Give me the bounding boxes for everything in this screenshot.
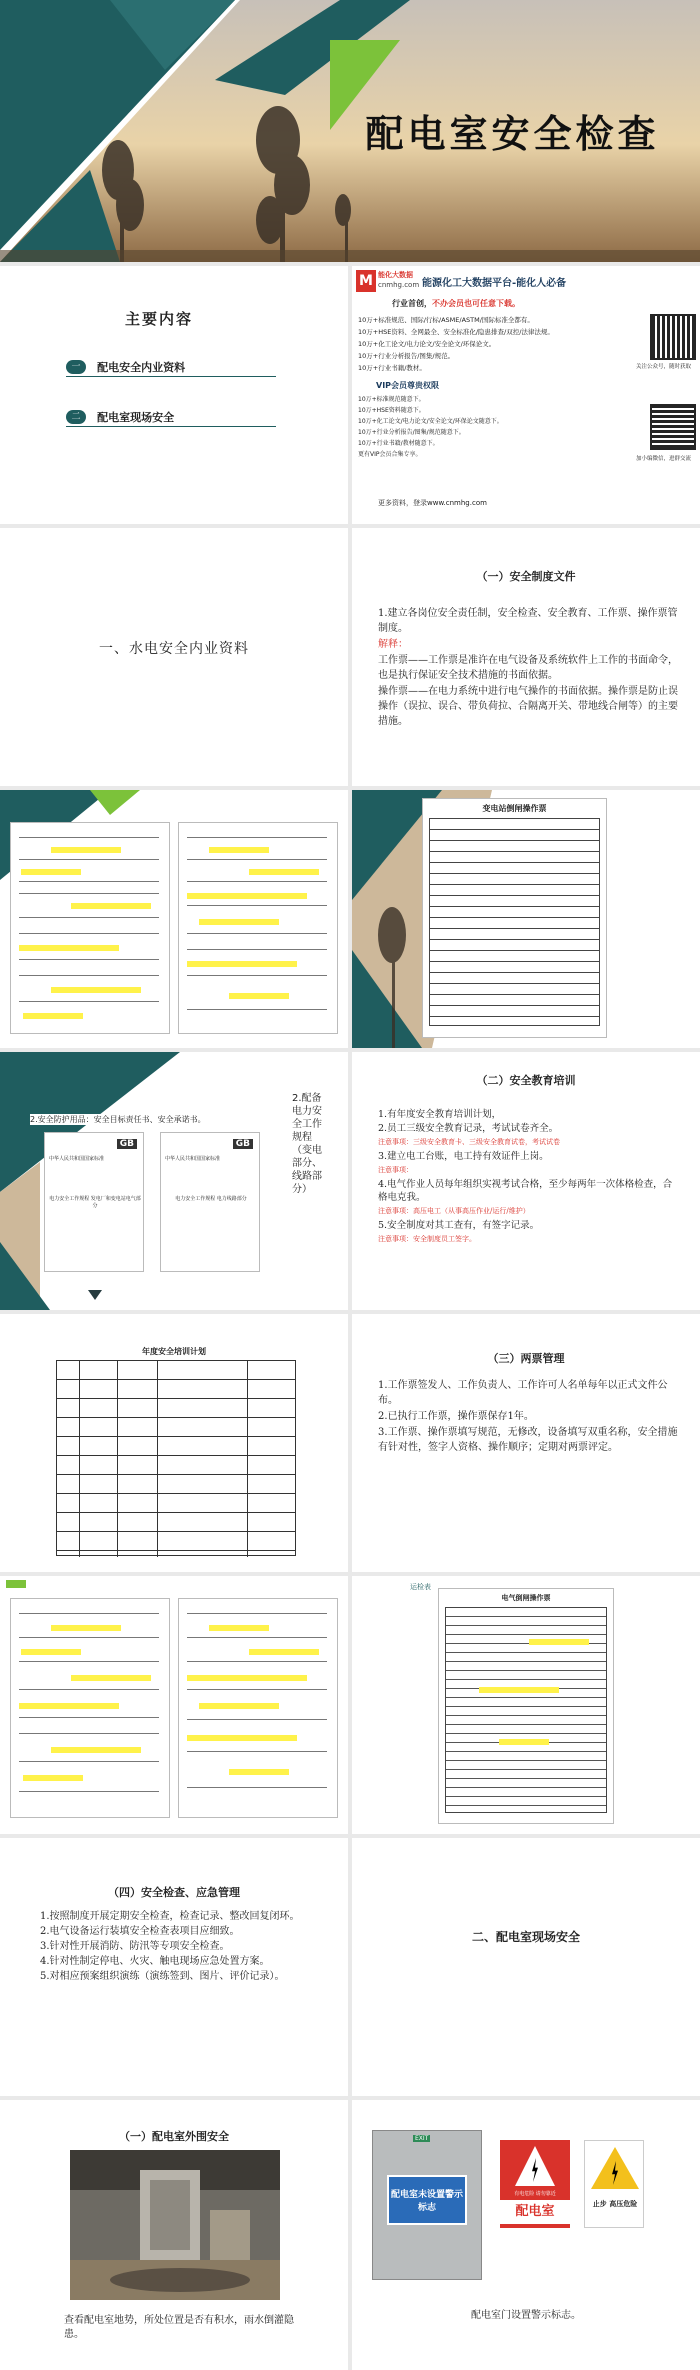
gb-standard-cover-1: GB 中华人民共和国国家标准 电力安全工作规程 发电厂和变电站电气部分 <box>44 1132 144 1272</box>
contents-num-badge: 一 <box>66 360 86 374</box>
contents-item-label: 配电安全内业资料 <box>97 360 186 374</box>
triangle-marker-icon <box>88 1290 102 1300</box>
paragraph: 1.建立各岗位安全责任制，安全检查、安全教育、工作票、操作票管制度。 <box>378 608 678 634</box>
row5-left <box>0 1052 348 1310</box>
row7-left <box>0 1576 348 1834</box>
contents-heading: 主要内容 <box>125 310 194 328</box>
list-item: 2.电气设备运行装填安全检查表项目应细致。 <box>40 1926 240 1937</box>
slide-title: （三）两票管理 <box>487 1352 565 1365</box>
qr-code-icon <box>652 316 694 358</box>
row3-right <box>352 528 700 786</box>
ad-free-list <box>358 314 598 374</box>
contents-item-1[interactable] <box>66 356 306 380</box>
doc-tag: 运检表 <box>410 1583 431 1591</box>
section-title: 一、水电安全内业资料 <box>99 641 249 657</box>
plan-table <box>56 1360 296 1556</box>
row4-right <box>352 790 700 1048</box>
contents-item-label: 配电室现场安全 <box>97 410 175 424</box>
row7-right <box>352 1576 700 1834</box>
row8-left <box>0 1838 348 2096</box>
list-item: 10万+化工论文/电力论文/安全论文/环保论文。 <box>358 340 496 348</box>
paragraph: 工作票——工作票是准许在电气设备及系统软件上工作的书面命令，也是执行保证安全技术措施的书面依据。 <box>378 655 678 681</box>
list-item: 10万+行业分析报告/图集/规范。 <box>358 352 455 360</box>
list-item: 1.有年度安全教育培训计划， <box>378 1109 502 1120</box>
ad-vip-title: VIP会员尊贵权限 <box>376 381 440 390</box>
list-item: 3.工作票、操作票填写规范，无修改，设备填写双重名称，安全措施有针对性，签字人资格、操作顺序；定期对两票评定。 <box>378 1427 678 1453</box>
list-item: 10万+标准规范随意下。 <box>358 396 425 403</box>
logo-mark-icon: M <box>356 270 376 292</box>
form-document-3 <box>10 1598 170 1818</box>
row9-right <box>352 2100 700 2370</box>
green-tag <box>6 1580 26 1588</box>
row8-right <box>352 1838 700 2096</box>
gb-standard-cover-2: GB 中华人民共和国国家标准 电力安全工作规程 电力线路部分 <box>160 1132 260 1272</box>
qr-caption-1: 关注公众号，随时获取 <box>636 364 692 370</box>
list-item: 10万+行业书籍/教材随意下。 <box>358 440 439 447</box>
standards-caption: 2.安全防护用品：安全目标责任书、安全承诺书。 <box>30 1115 206 1124</box>
red-warning-sign: 有电危险 请勿靠近 配电室 <box>500 2140 570 2228</box>
ad-logo[interactable] <box>356 270 420 294</box>
row6-right <box>352 1314 700 1572</box>
ad-intro: 行业首创，不办会员也可任意下载。 <box>392 299 520 308</box>
row3-left <box>0 528 348 786</box>
slide-title: （二）安全教育培训 <box>476 1074 576 1087</box>
qr-caption-2: 加小编微信，进群交流 <box>636 456 692 462</box>
gb-logo-icon: GB <box>117 1139 137 1149</box>
cover-slide <box>0 0 700 262</box>
row9-left <box>0 2100 348 2370</box>
exit-sign: EXIT <box>415 2135 429 2142</box>
list-item: 5.安全制度对其工查有，有签字记录。 <box>378 1220 540 1231</box>
contents-underline <box>66 376 276 377</box>
cover-title: 配电室安全检查 <box>365 111 660 156</box>
yellow-warning-sign: 止步 高压危险 <box>584 2140 644 2228</box>
contents-underline <box>66 426 276 427</box>
list-item: 1.按照制度开展定期安全检查，检查记录、整改回复闭环。 <box>40 1911 300 1922</box>
ad-vip-list <box>358 394 598 460</box>
list-item: 4.针对性制定停电、火灾、触电现场应急处置方案。 <box>40 1956 270 1967</box>
slide-title: （一）安全制度文件 <box>476 570 576 583</box>
list-item: 3.建立电工台账，电工持有效证件上岗。 <box>378 1151 549 1162</box>
list-item: 5.对相应预案组织演练（演练签到、图片、评价记录）。 <box>40 1971 285 1982</box>
operation-ticket-doc <box>422 798 607 1038</box>
ticket-title: 电气倒闸操作票 <box>501 1594 551 1602</box>
gb-logo-icon: GB <box>233 1139 253 1149</box>
contents-num-badge: 二 <box>66 410 86 424</box>
qr-code-icon <box>652 406 694 448</box>
ad-slide <box>352 266 700 524</box>
ad-more-link[interactable]: 更多资料，登录www.cnmhg.com <box>378 499 487 507</box>
two-tickets-body <box>378 1378 678 1456</box>
note-text: 注意事项：安全制度员工签字。 <box>378 1235 476 1243</box>
list-item: 3.针对性开展消防、防汛等专项安全检查。 <box>40 1941 230 1952</box>
list-item: 10万+HSE资料、全网最全、安全标准化/隐患排查/双控/法律法规。 <box>358 328 554 336</box>
note-text: 注意事项：三级安全教育卡、三级安全教育试卷，考试试卷 <box>378 1138 560 1146</box>
logo-sub: cnmhg.com <box>378 281 420 289</box>
safety-docs-body <box>378 606 678 730</box>
exterior-photo <box>70 2150 280 2300</box>
list-item: 10万+HSE资料随意下。 <box>358 407 425 414</box>
list-item: 10万+行业书籍/教材。 <box>358 364 426 372</box>
form-document-1 <box>10 822 170 1034</box>
ticket-title: 变电站倒闸操作票 <box>482 804 547 813</box>
row6-left <box>0 1314 348 1572</box>
form-document-4 <box>178 1598 338 1818</box>
warning-caption: 配电室门设置警示标志。 <box>471 2310 581 2321</box>
list-item: 2.员工三级安全教育记录，考试试卷齐全。 <box>378 1123 559 1134</box>
note-label: 解释： <box>378 639 408 650</box>
ad-headline: 能源化工大数据平台-能化人必备 <box>422 278 567 289</box>
blue-warning-sign: 配电室未设置警示标志 <box>387 2175 467 2225</box>
list-item: 2.已执行工作票，操作票保存1年。 <box>378 1411 534 1422</box>
list-item: 10万+行业分析报告/图集/规范随意下。 <box>358 429 465 436</box>
exterior-caption: 查看配电室地势，所处位置是否有积水，雨水倒灌隐患。 <box>64 2315 294 2340</box>
slide-title: （四）安全检查、应急管理 <box>108 1886 240 1899</box>
contents-item-2[interactable] <box>66 406 306 430</box>
list-item: 1.工作票签发人、工作负责人、工作许可人名单每年以正式文件公布。 <box>378 1380 668 1406</box>
logo-text: 能化大数据 <box>378 271 413 279</box>
form-document-2 <box>178 822 338 1034</box>
slide-title: （一）配电室外围安全 <box>119 2130 229 2143</box>
section-title: 二、配电室现场安全 <box>471 1930 580 1944</box>
inspection-body <box>40 1910 310 1985</box>
row4-left <box>0 790 348 1048</box>
list-item: 更有VIP会员合集专享。 <box>358 451 422 458</box>
note-text: 注意事项：高压电工（从事高压作业/运行/维护） <box>378 1207 530 1215</box>
paragraph: 操作票——在电力系统中进行电气操作的书面依据。操作票是防止误操作（误拉、误合、带负荷拉、合隔离开关、带地线合闸等）的主要措施。 <box>378 686 678 727</box>
door-photo <box>372 2130 482 2280</box>
row5-right <box>352 1052 700 1310</box>
standards-side-text: 2.配备电力安全工作规程（变电部分、线路部分） <box>292 1093 322 1195</box>
list-item: 10万+化工论文/电力论文/安全论文/环保论文随意下。 <box>358 418 503 425</box>
list-item: 4.电气作业人员每年组织实视考试合格，至少每两年一次体格检查，合格电克我。 <box>378 1179 673 1203</box>
electric-ticket-doc <box>438 1588 614 1824</box>
plan-title: 年度安全培训计划 <box>142 1347 206 1356</box>
training-body <box>378 1108 678 1247</box>
note-text: 注意事项： <box>378 1166 413 1174</box>
contents-slide <box>0 266 348 524</box>
list-item: 10万+标准规范、国际/行标/ASME/ASTM/国际标准全都有。 <box>358 316 534 324</box>
